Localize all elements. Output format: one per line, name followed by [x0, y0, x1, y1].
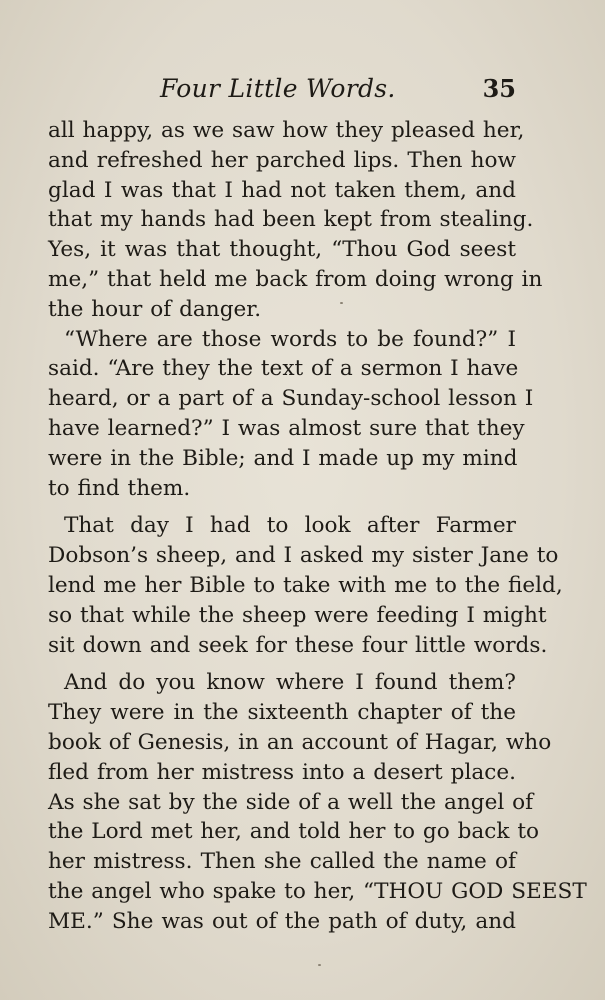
paragraph [48, 116, 543, 325]
text-line: glad I was that I had not taken them, and [48, 177, 516, 203]
text-line: They were in the sixteenth chapter of the [48, 700, 516, 726]
text-line: lend me her Bible to take with me to the field, [48, 572, 563, 598]
text-line: to find them. [48, 475, 191, 501]
paragraph [48, 511, 563, 660]
text-line: all happy, as we saw how they pleased her, [48, 118, 525, 143]
page-header [48, 74, 516, 108]
page-body [48, 116, 587, 937]
paragraph [48, 325, 534, 504]
text-line: fled from her mistress into a desert place. [48, 759, 516, 785]
text-line: have learned?” I was almost sure that they [48, 415, 525, 441]
text-line: Dobson’s sheep, and I asked my sister Jane to [48, 543, 559, 569]
text-line: her mistress. Then she called the name of [48, 849, 516, 875]
text-line: the angel who spake to her, “THOU GOD SEEST [48, 878, 587, 904]
text-line: sit down and seek for these four little words. [48, 632, 548, 658]
text-line: That day I had to look after Farmer [64, 513, 516, 539]
text-line: As she sat by the side of a well the angel of [48, 789, 534, 815]
text-line: were in the Bible; and I made up my mind [48, 445, 518, 471]
paper-speck [340, 302, 343, 304]
text-line: so that while the sheep were feeding I might [48, 602, 547, 628]
text-line: the hour of danger. [48, 296, 262, 322]
running-title: Four Little Words. [160, 74, 396, 103]
text-line: the Lord met her, and told her to go back to [48, 819, 539, 845]
text-line: me,” that held me back from doing wrong in [48, 266, 543, 292]
text-line: book of Genesis, in an account of Hagar, who [48, 729, 552, 755]
text-line: heard, or a part of a Sunday-school lesson I [48, 386, 534, 412]
text-line: and refreshed her parched lips. Then how [48, 147, 516, 173]
text-line: said. “Are they the text of a sermon I have [48, 356, 519, 382]
text-line: And do you know where I found them? [64, 670, 516, 696]
page-number: 35 [482, 74, 516, 103]
paper-speck [318, 964, 321, 966]
text-line: ME.” She was out of the path of duty, and [48, 908, 516, 934]
text-line: Yes, it was that thought, “Thou God seest [48, 237, 516, 263]
text-line: “Where are those words to be found?” I [64, 326, 516, 352]
text-line: that my hands had been kept from stealing. [48, 207, 534, 233]
paragraph [48, 668, 587, 936]
